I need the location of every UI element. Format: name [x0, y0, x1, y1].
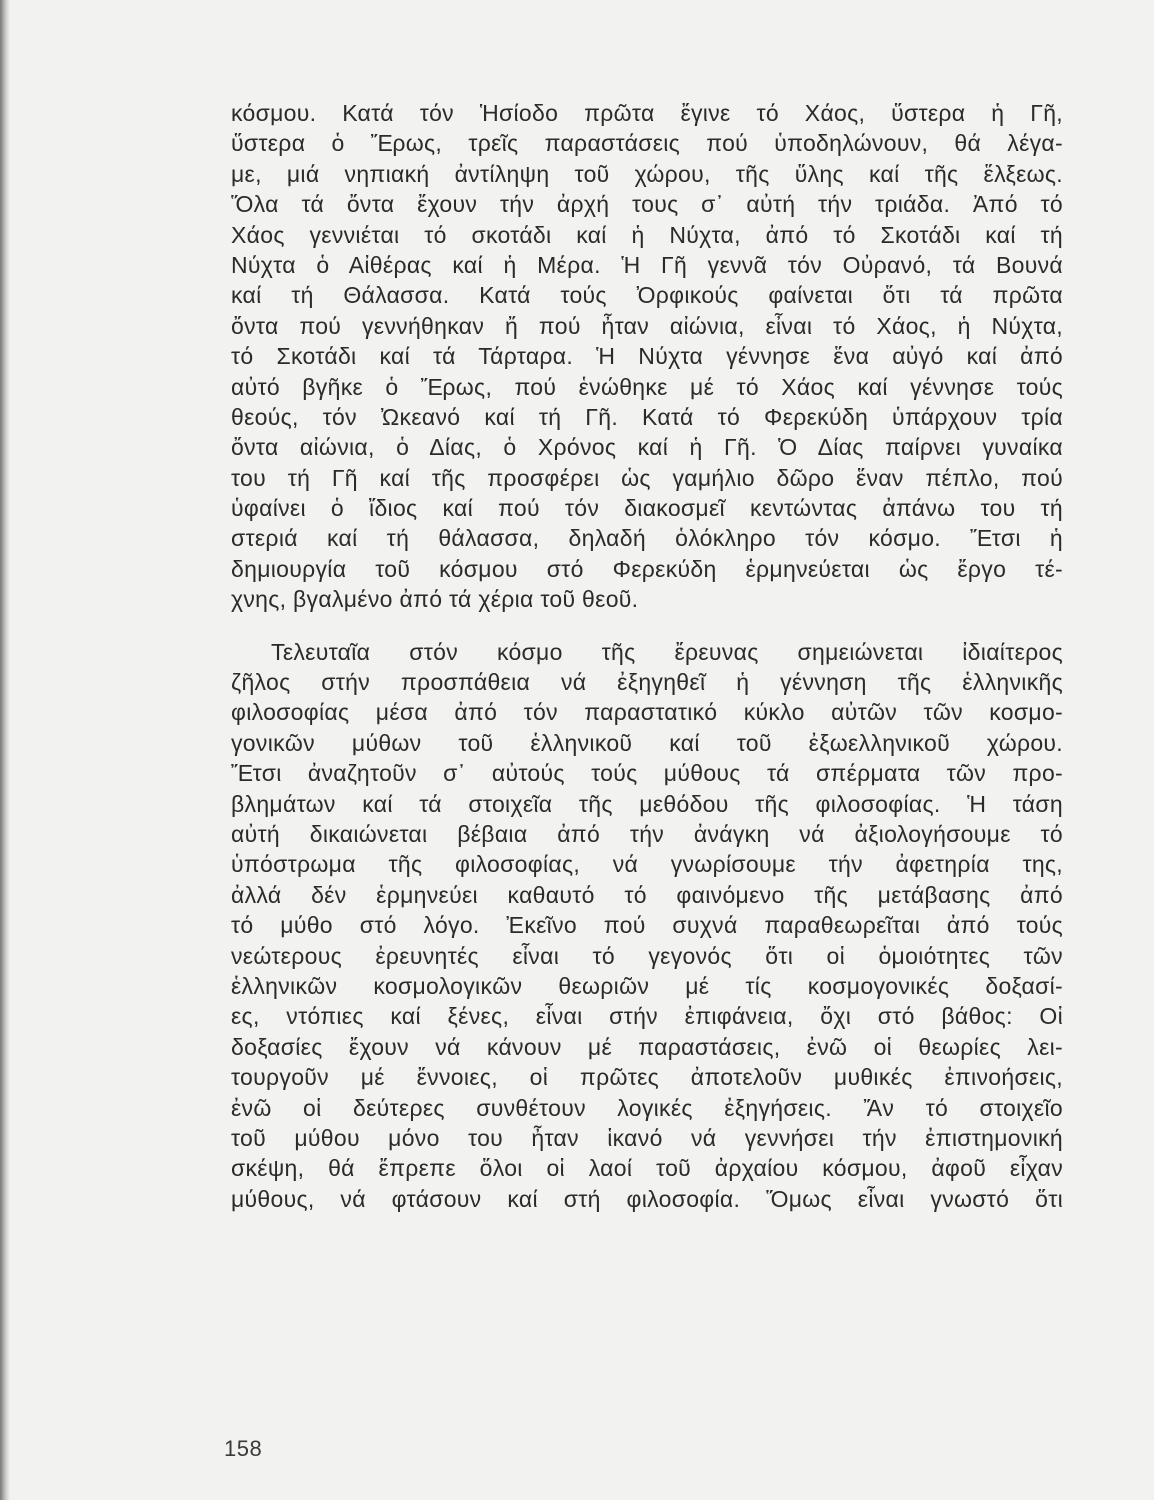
text-line: μύθους, νά φτάσουν καί στή φιλοσοφία. Ὅμως εἶναι γνωστό ὅτι [231, 1185, 1063, 1212]
paragraph-1 [231, 98, 1063, 615]
text-line: ὑφαίνει ὁ ἴδιος καί πού τόν διακοσμεῖ κεντώντας ἀπάνω του τή [231, 495, 1063, 522]
text-line: χνης, βγαλμένο ἀπό τά χέρια τοῦ θεοῦ. [231, 586, 639, 613]
text-line: σκέψη, θά ἔπρεπε ὅλοι οἱ λαοί τοῦ ἀρχαίου κόσμου, ἀφοῦ εἶχαν [231, 1155, 1063, 1182]
body-text [231, 98, 1063, 1214]
text-line: ζῆλος στήν προσπάθεια νά ἐξηγηθεῖ ἡ γέννηση τῆς ἑλληνικῆς [231, 669, 1063, 696]
text-line: ἐνῶ οἱ δεύτερες συνθέτουν λογικές ἐξηγήσεις. Ἄν τό στοιχεῖο [231, 1094, 1063, 1121]
text-line: τό Σκοτάδι καί τά Τάρταρα. Ἡ Νύχτα γέννησε ἕνα αὐγό καί ἀπό [231, 343, 1063, 370]
text-line: Ἔτσι ἀναζητοῦν σ᾽ αὐτούς τούς μύθους τά σπέρματα τῶν προ- [231, 760, 1063, 787]
text-line: γονικῶν μύθων τοῦ ἑλληνικοῦ καί τοῦ ἐξωελληνικοῦ χώρου. [231, 729, 1063, 756]
text-line: ὄντα πού γεννήθηκαν ἤ πού ἦταν αἰώνια, εἶναι τό Χάος, ἡ Νύχτα, [231, 312, 1063, 339]
text-line: του τή Γῆ καί τῆς προσφέρει ὡς γαμήλιο δῶρο ἕναν πέπλο, πού [231, 464, 1063, 491]
text-line: ἀλλά δέν ἑρμηνεύει καθαυτό τό φαινόμενο τῆς μετάβασης ἀπό [231, 881, 1063, 908]
text-line: θεούς, τόν Ὠκεανό καί τή Γῆ. Κατά τό Φερεκύδη ὑπάρχουν τρία [231, 403, 1063, 430]
text-line: καί τή Θάλασσα. Κατά τούς Ὀρφικούς φαίνεται ὅτι τά πρῶτα [231, 282, 1063, 309]
paragraph-2 [231, 637, 1063, 1214]
paragraph-gap [231, 615, 1063, 637]
text-line: με, μιά νηπιακή ἀντίληψη τοῦ χώρου, τῆς ὕλης καί τῆς ἕλξεως. [231, 160, 1063, 187]
text-line: Νύχτα ὁ Αἰθέρας καί ἡ Μέρα. Ἡ Γῆ γεννᾶ τόν Οὐρανό, τά Βουνά [231, 251, 1063, 278]
text-line: δημιουργία τοῦ κόσμου στό Φερεκύδη ἑρμηνεύεται ὡς ἔργο τέ- [231, 555, 1063, 582]
text-line: κόσμου. Κατά τόν Ἡσίοδο πρῶτα ἔγινε τό Χάος, ὕστερα ἡ Γῆ, [231, 100, 1063, 126]
text-line: ὕστερα ὁ Ἔρως, τρεῖς παραστάσεις πού ὑποδηλώνουν, θά λέγα- [231, 130, 1063, 157]
page-gutter-shadow [0, 0, 10, 1500]
text-line: Τελευταῖα στόν κόσμο τῆς ἔρευνας σημειώνεται ἰδιαίτερος [271, 638, 1063, 665]
text-line: δοξασίες ἔχουν νά κάνουν μέ παραστάσεις, ἐνῶ οἱ θεωρίες λει- [231, 1033, 1063, 1060]
text-line: αὐτό βγῆκε ὁ Ἔρως, πού ἑνώθηκε μέ τό Χάος καί γέννησε τούς [231, 373, 1063, 400]
text-line: ὄντα αἰώνια, ὁ Δίας, ὁ Χρόνος καί ἡ Γῆ. Ὁ Δίας παίρνει γυναίκα [231, 434, 1063, 461]
text-line: Χάος γεννιέται τό σκοτάδι καί ἡ Νύχτα, ἀπό τό Σκοτάδι καί τή [231, 221, 1063, 248]
text-line: τουργοῦν μέ ἔννοιες, οἱ πρῶτες ἀποτελοῦν μυθικές ἐπινοήσεις, [231, 1064, 1063, 1091]
text-line: αὐτή δικαιώνεται βέβαια ἀπό τήν ἀνάγκη νά ἀξιολογήσουμε τό [231, 820, 1063, 847]
text-line: ἑλληνικῶν κοσμολογικῶν θεωριῶν μέ τίς κοσμογονικές δοξασί- [231, 972, 1063, 999]
text-line: ὑπόστρωμα τῆς φιλοσοφίας, νά γνωρίσουμε τήν ἀφετηρία της, [231, 851, 1063, 878]
text-line: στεριά καί τή θάλασσα, δηλαδή ὁλόκληρο τόν κόσμο. Ἔτσι ἡ [231, 525, 1063, 552]
text-line: Ὅλα τά ὄντα ἔχουν τήν ἀρχή τους σ᾽ αὐτή τήν τριάδα. Ἀπό τό [231, 191, 1063, 218]
text-line: ες, ντόπιες καί ξένες, εἶναι στήν ἐπιφάνεια, ὄχι στό βάθος: Οἱ [231, 1003, 1063, 1030]
text-line: τό μύθο στό λόγο. Ἐκεῖνο πού συχνά παραθεωρεῖται ἀπό τούς [231, 912, 1063, 939]
text-line: βλημάτων καί τά στοιχεῖα τῆς μεθόδου τῆς φιλοσοφίας. Ἡ τάση [231, 790, 1063, 817]
text-line: νεώτερους ἐρευνητές εἶναι τό γεγονός ὅτι οἱ ὁμοιότητες τῶν [231, 942, 1063, 969]
page-number: 158 [224, 1436, 263, 1461]
text-line: τοῦ μύθου μόνο του ἦταν ἱκανό νά γεννήσει τήν ἐπιστημονική [231, 1124, 1063, 1151]
text-line: φιλοσοφίας μέσα ἀπό τόν παραστατικό κύκλο αὐτῶν τῶν κοσμο- [231, 699, 1063, 726]
